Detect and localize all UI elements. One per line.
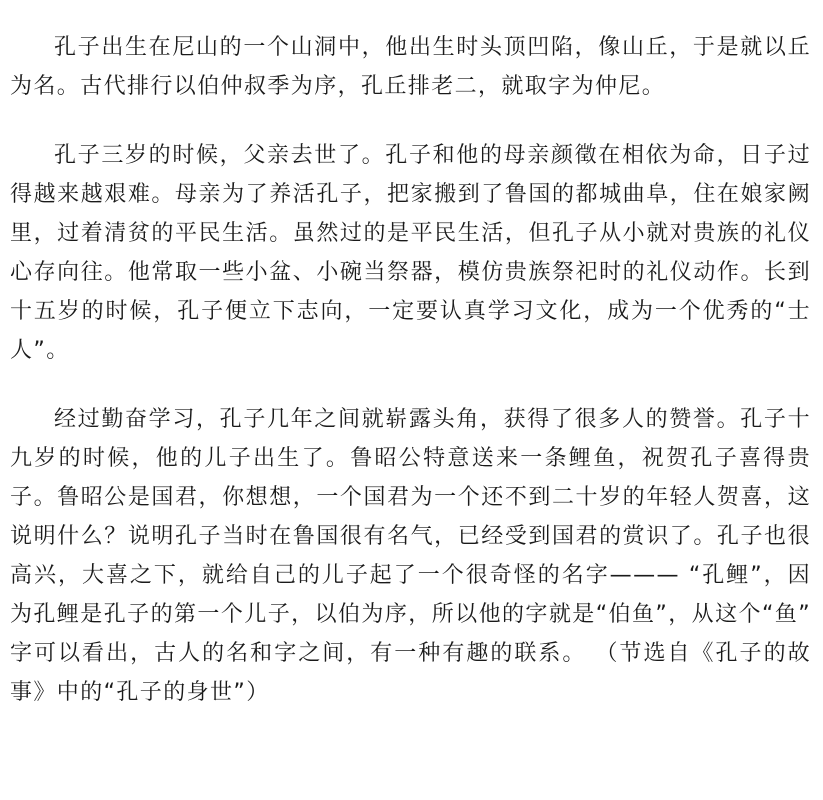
paragraph-son: 经过勤奋学习，孔子几年之间就崭露头角，获得了很多人的赞誉。孔子十九岁的时候，他的儿子出生了。鲁昭公特意送来一条鲤鱼，祝贺孔子喜得贵子。鲁昭公是国君，你想想，一个国君为一个还不到二十岁的年轻人贺喜，这说明什么？说明孔子当时在鲁国很有名气，已经受到国君的赏识了。孔子也很高兴，大喜之下，就给自己的儿子起了一个很奇怪的名字——— “孔鲤”，因为孔鲤是孔子的第一个儿子，以伯为序，所以他的字就是“伯鱼”，从这个“鱼” 字可以看出，古人的名和字之间，有一种有趣的联系。 （节选自《孔子的故事》中的“孔子的身世”） (10, 407, 811, 705)
paragraph-childhood: 孔子三岁的时候，父亲去世了。孔子和他的母亲颜徵在相依为命，日子过得越来越艰难。母亲为了养活孔子，把家搬到了鲁国的都城曲阜，住在娘家阙里，过着清贫的平民生活。虽然过的是平民生活，但孔子从小就对贵族的礼仪心存向往。他常取一些小盆、小碗当祭器，模仿贵族祭祀时的礼仪动作。长到十五岁的时候，孔子便立下志向，一定要认真学习文化，成为一个优秀的“士人”。 (10, 143, 811, 363)
paragraph-birth: 孔子出生在尼山的一个山洞中，他出生时头顶凹陷，像山丘，于是就以丘为名。古代排行以伯仲叔季为序，孔丘排老二，就取字为仲尼。 (10, 35, 811, 99)
document-body (0, 28, 823, 742)
